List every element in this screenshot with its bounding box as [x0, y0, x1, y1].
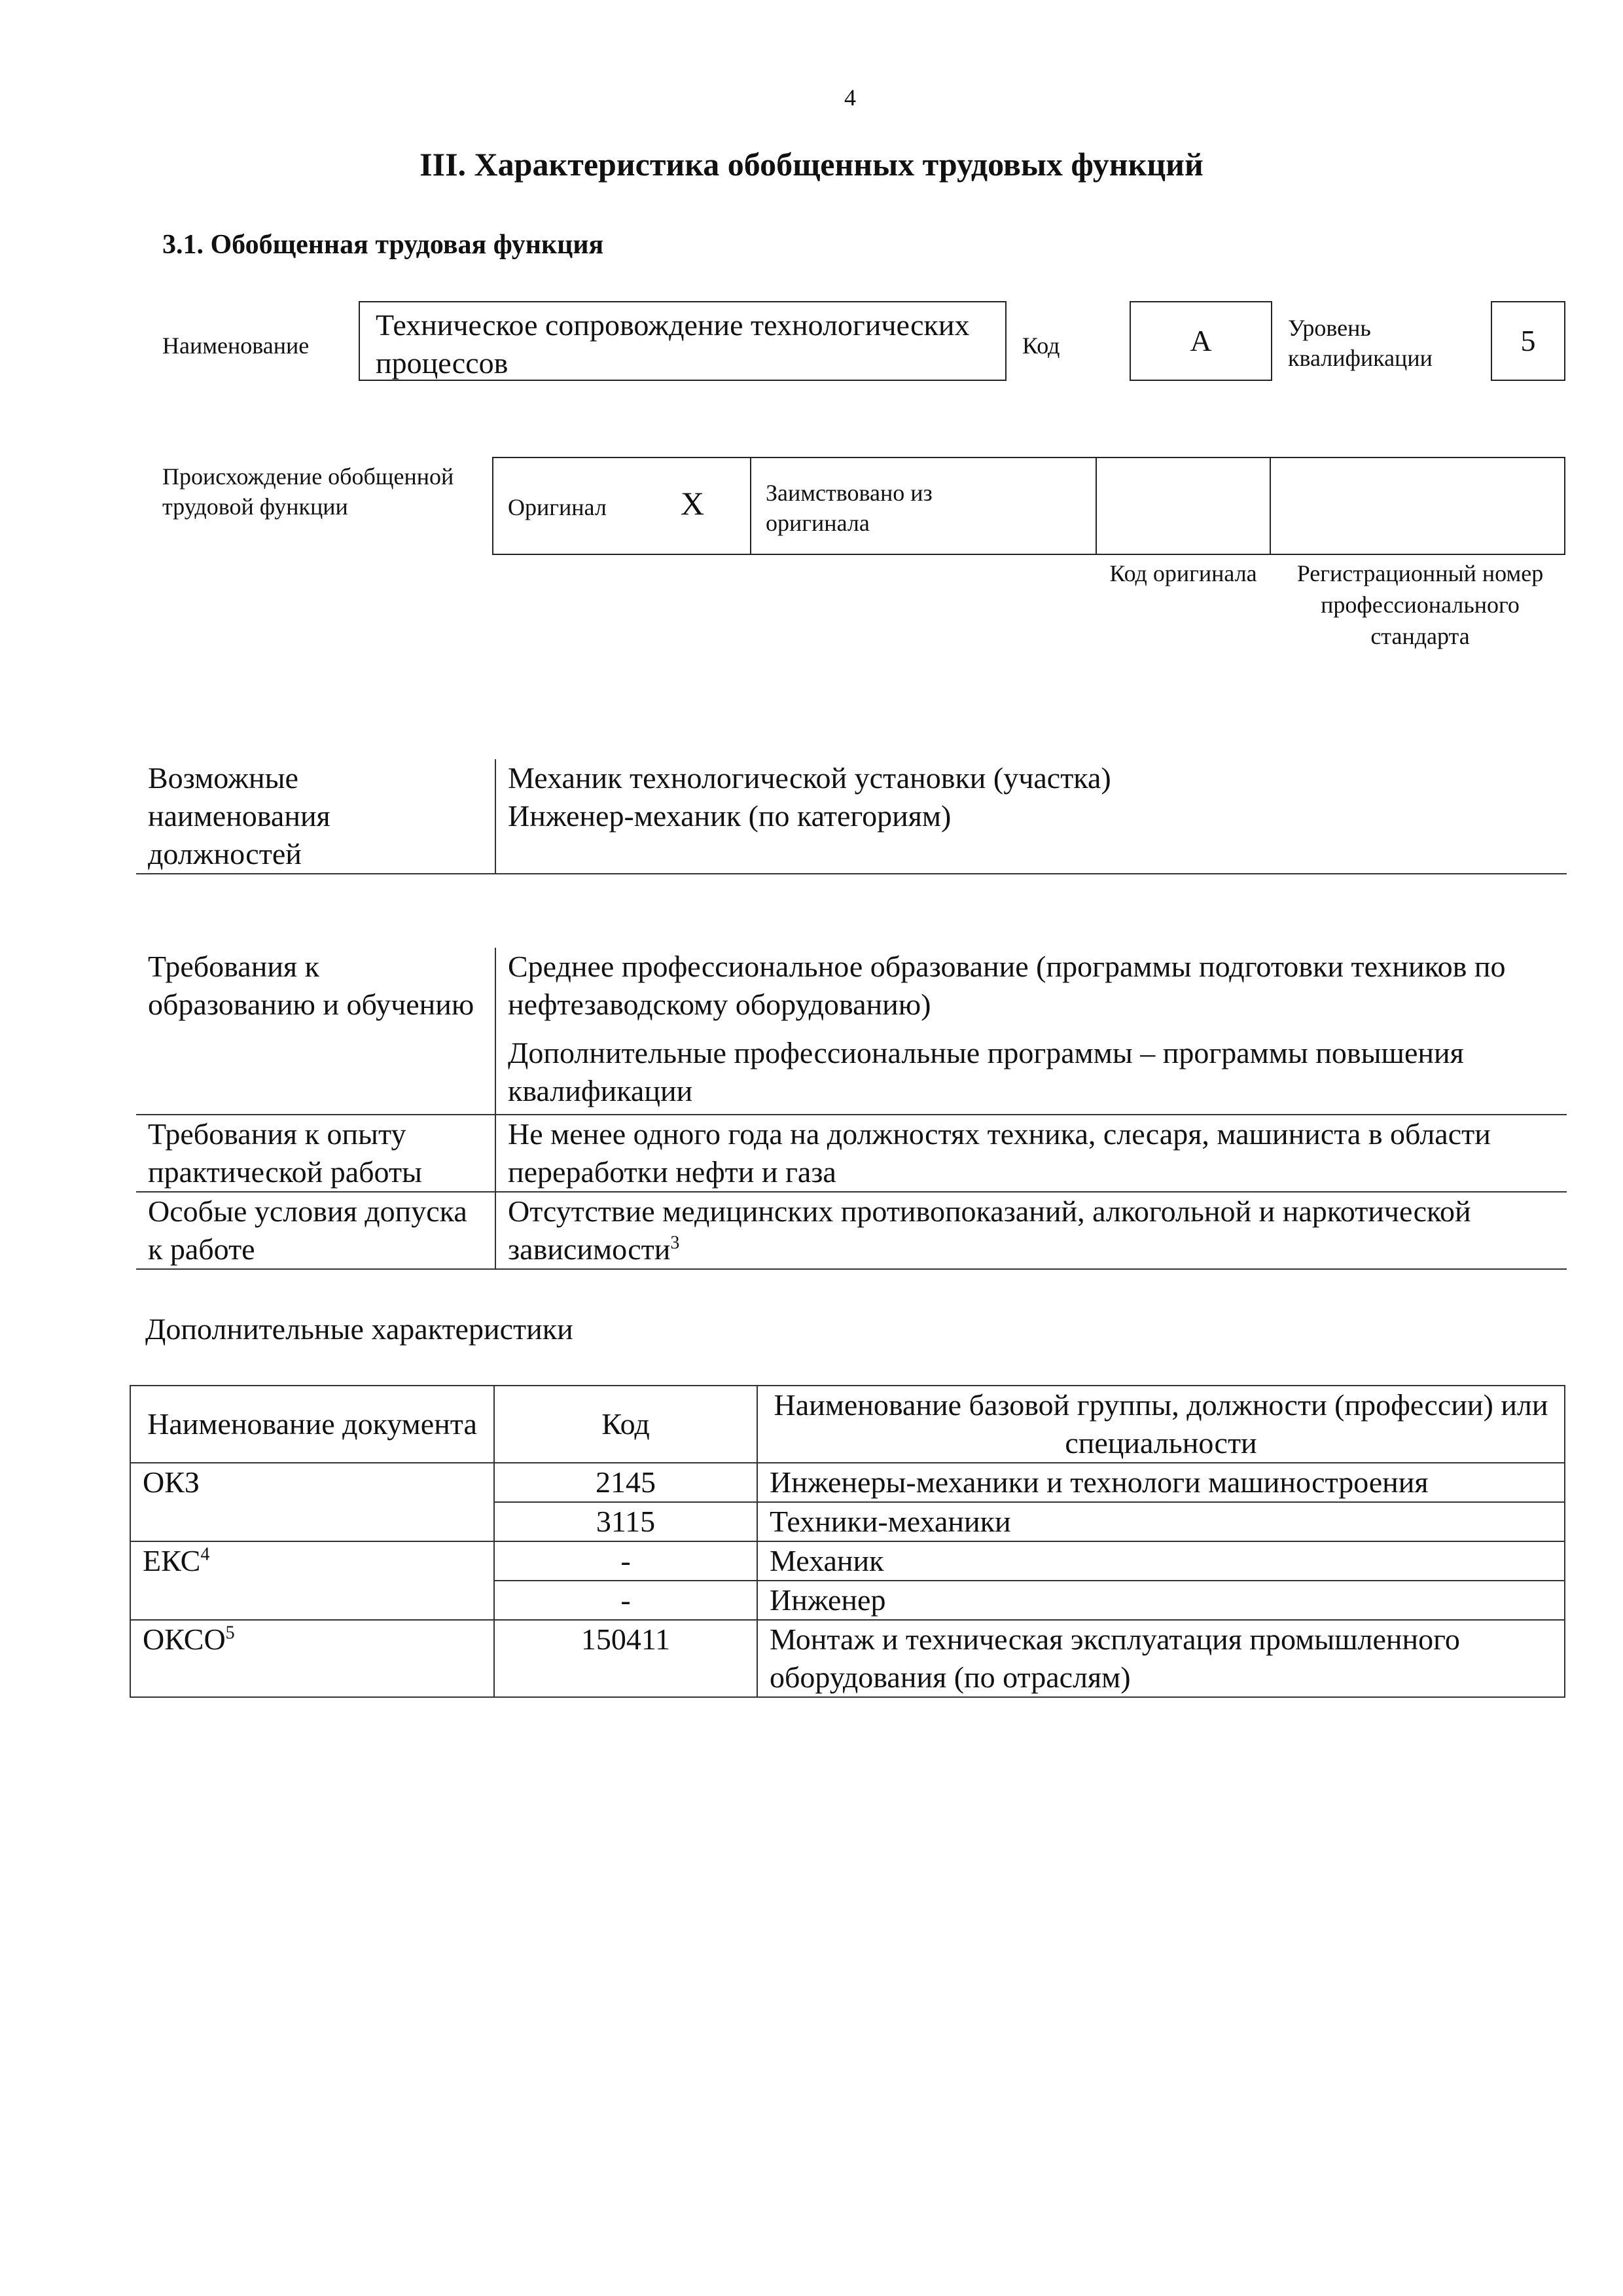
col-code: Код — [494, 1386, 757, 1463]
education-values — [495, 948, 1567, 1115]
additional-header-row — [130, 1386, 1565, 1463]
positions-label: Возможные наименования должностей — [136, 759, 495, 874]
education-2: Дополнительные профессиональные программы – программы повышения квалификации — [508, 1036, 1464, 1107]
positions-values — [495, 759, 1567, 874]
table-row — [130, 1620, 1565, 1697]
level-value: 5 — [1520, 324, 1536, 357]
col-name: Наименование базовой группы, должности (профессии) или специальности — [757, 1386, 1565, 1463]
special-label: Особые условия допуска к работе — [136, 1192, 495, 1269]
code-original-cell — [1096, 457, 1271, 555]
okso-label: ОКСО — [143, 1623, 226, 1656]
row-code: 3115 — [494, 1502, 757, 1541]
eks-cell — [130, 1541, 494, 1620]
code-field — [1130, 301, 1272, 381]
row-code: - — [494, 1581, 757, 1620]
table-row — [130, 1541, 1565, 1581]
name-field — [359, 301, 1007, 381]
row-name: Монтаж и техническая эксплуатация промышленного оборудования (по отраслям) — [757, 1620, 1565, 1697]
footnote-3: 3 — [670, 1232, 680, 1253]
additional-table — [130, 1385, 1565, 1698]
eks-label: ЕКС — [143, 1544, 201, 1577]
row-name: Инженеры-механики и технологи машиностроения — [757, 1463, 1565, 1502]
footnote-5: 5 — [225, 1623, 235, 1643]
row-code: 2145 — [494, 1463, 757, 1502]
table-row — [130, 1463, 1565, 1502]
original-label: Оригинал — [508, 494, 607, 520]
position-2: Инженер-механик (по категориям) — [508, 799, 952, 833]
borrowed-cell — [750, 457, 1097, 555]
original-cell — [492, 457, 751, 555]
education-label: Требования к образованию и обучению — [136, 948, 495, 1115]
education-1: Среднее профессиональное образование (программы подготовки техников по нефтезаводскому оборудованию) — [508, 950, 1506, 1021]
name-label: Наименование — [162, 332, 310, 359]
reg-number-caption: Регистрационный номер профессионального стандарта — [1296, 560, 1544, 649]
special-cell — [495, 1192, 1567, 1269]
okso-cell — [130, 1620, 494, 1697]
okz-label: ОКЗ — [130, 1463, 494, 1541]
level-label: Уровень квалификации — [1288, 315, 1433, 371]
row-code: - — [494, 1541, 757, 1581]
experience-value: Не менее одного года на должностях техника, слесаря, машиниста в области переработки нефти и газа — [495, 1115, 1567, 1192]
row-name: Механик — [757, 1541, 1565, 1581]
code-original-caption: Код оригинала — [1109, 560, 1257, 586]
level-field — [1491, 301, 1565, 381]
col-doc: Наименование документа — [130, 1386, 494, 1463]
reg-number-cell — [1270, 457, 1565, 555]
special-value: Отсутствие медицинских противопоказаний, алкогольной и наркотической зависимости — [508, 1194, 1471, 1266]
original-mark: Х — [681, 485, 705, 522]
row-name: Инженер — [757, 1581, 1565, 1620]
page-number: 4 — [844, 84, 856, 111]
experience-label: Требования к опыту практической работы — [136, 1115, 495, 1192]
section-title: III. Характеристика обобщенных трудовых функций — [419, 146, 1204, 183]
borrowed-label: Заимствовано из оригинала — [766, 480, 933, 536]
origin-label: Происхождение обобщенной трудовой функции — [162, 463, 454, 520]
subsection-title: 3.1. Обобщенная трудовая функция — [162, 230, 604, 260]
name-value: Техническое сопровождение технологических процессов — [376, 308, 970, 380]
row-name: Техники-механики — [757, 1502, 1565, 1541]
footnote-4: 4 — [200, 1544, 210, 1565]
code-label: Код — [1022, 332, 1060, 359]
position-1: Механик технологической установки (участка) — [508, 761, 1111, 795]
code-value: А — [1190, 324, 1212, 357]
positions-table — [136, 759, 1567, 874]
requirements-table — [136, 948, 1567, 1270]
row-code: 150411 — [494, 1620, 757, 1697]
additional-title: Дополнительные характеристики — [145, 1312, 573, 1346]
